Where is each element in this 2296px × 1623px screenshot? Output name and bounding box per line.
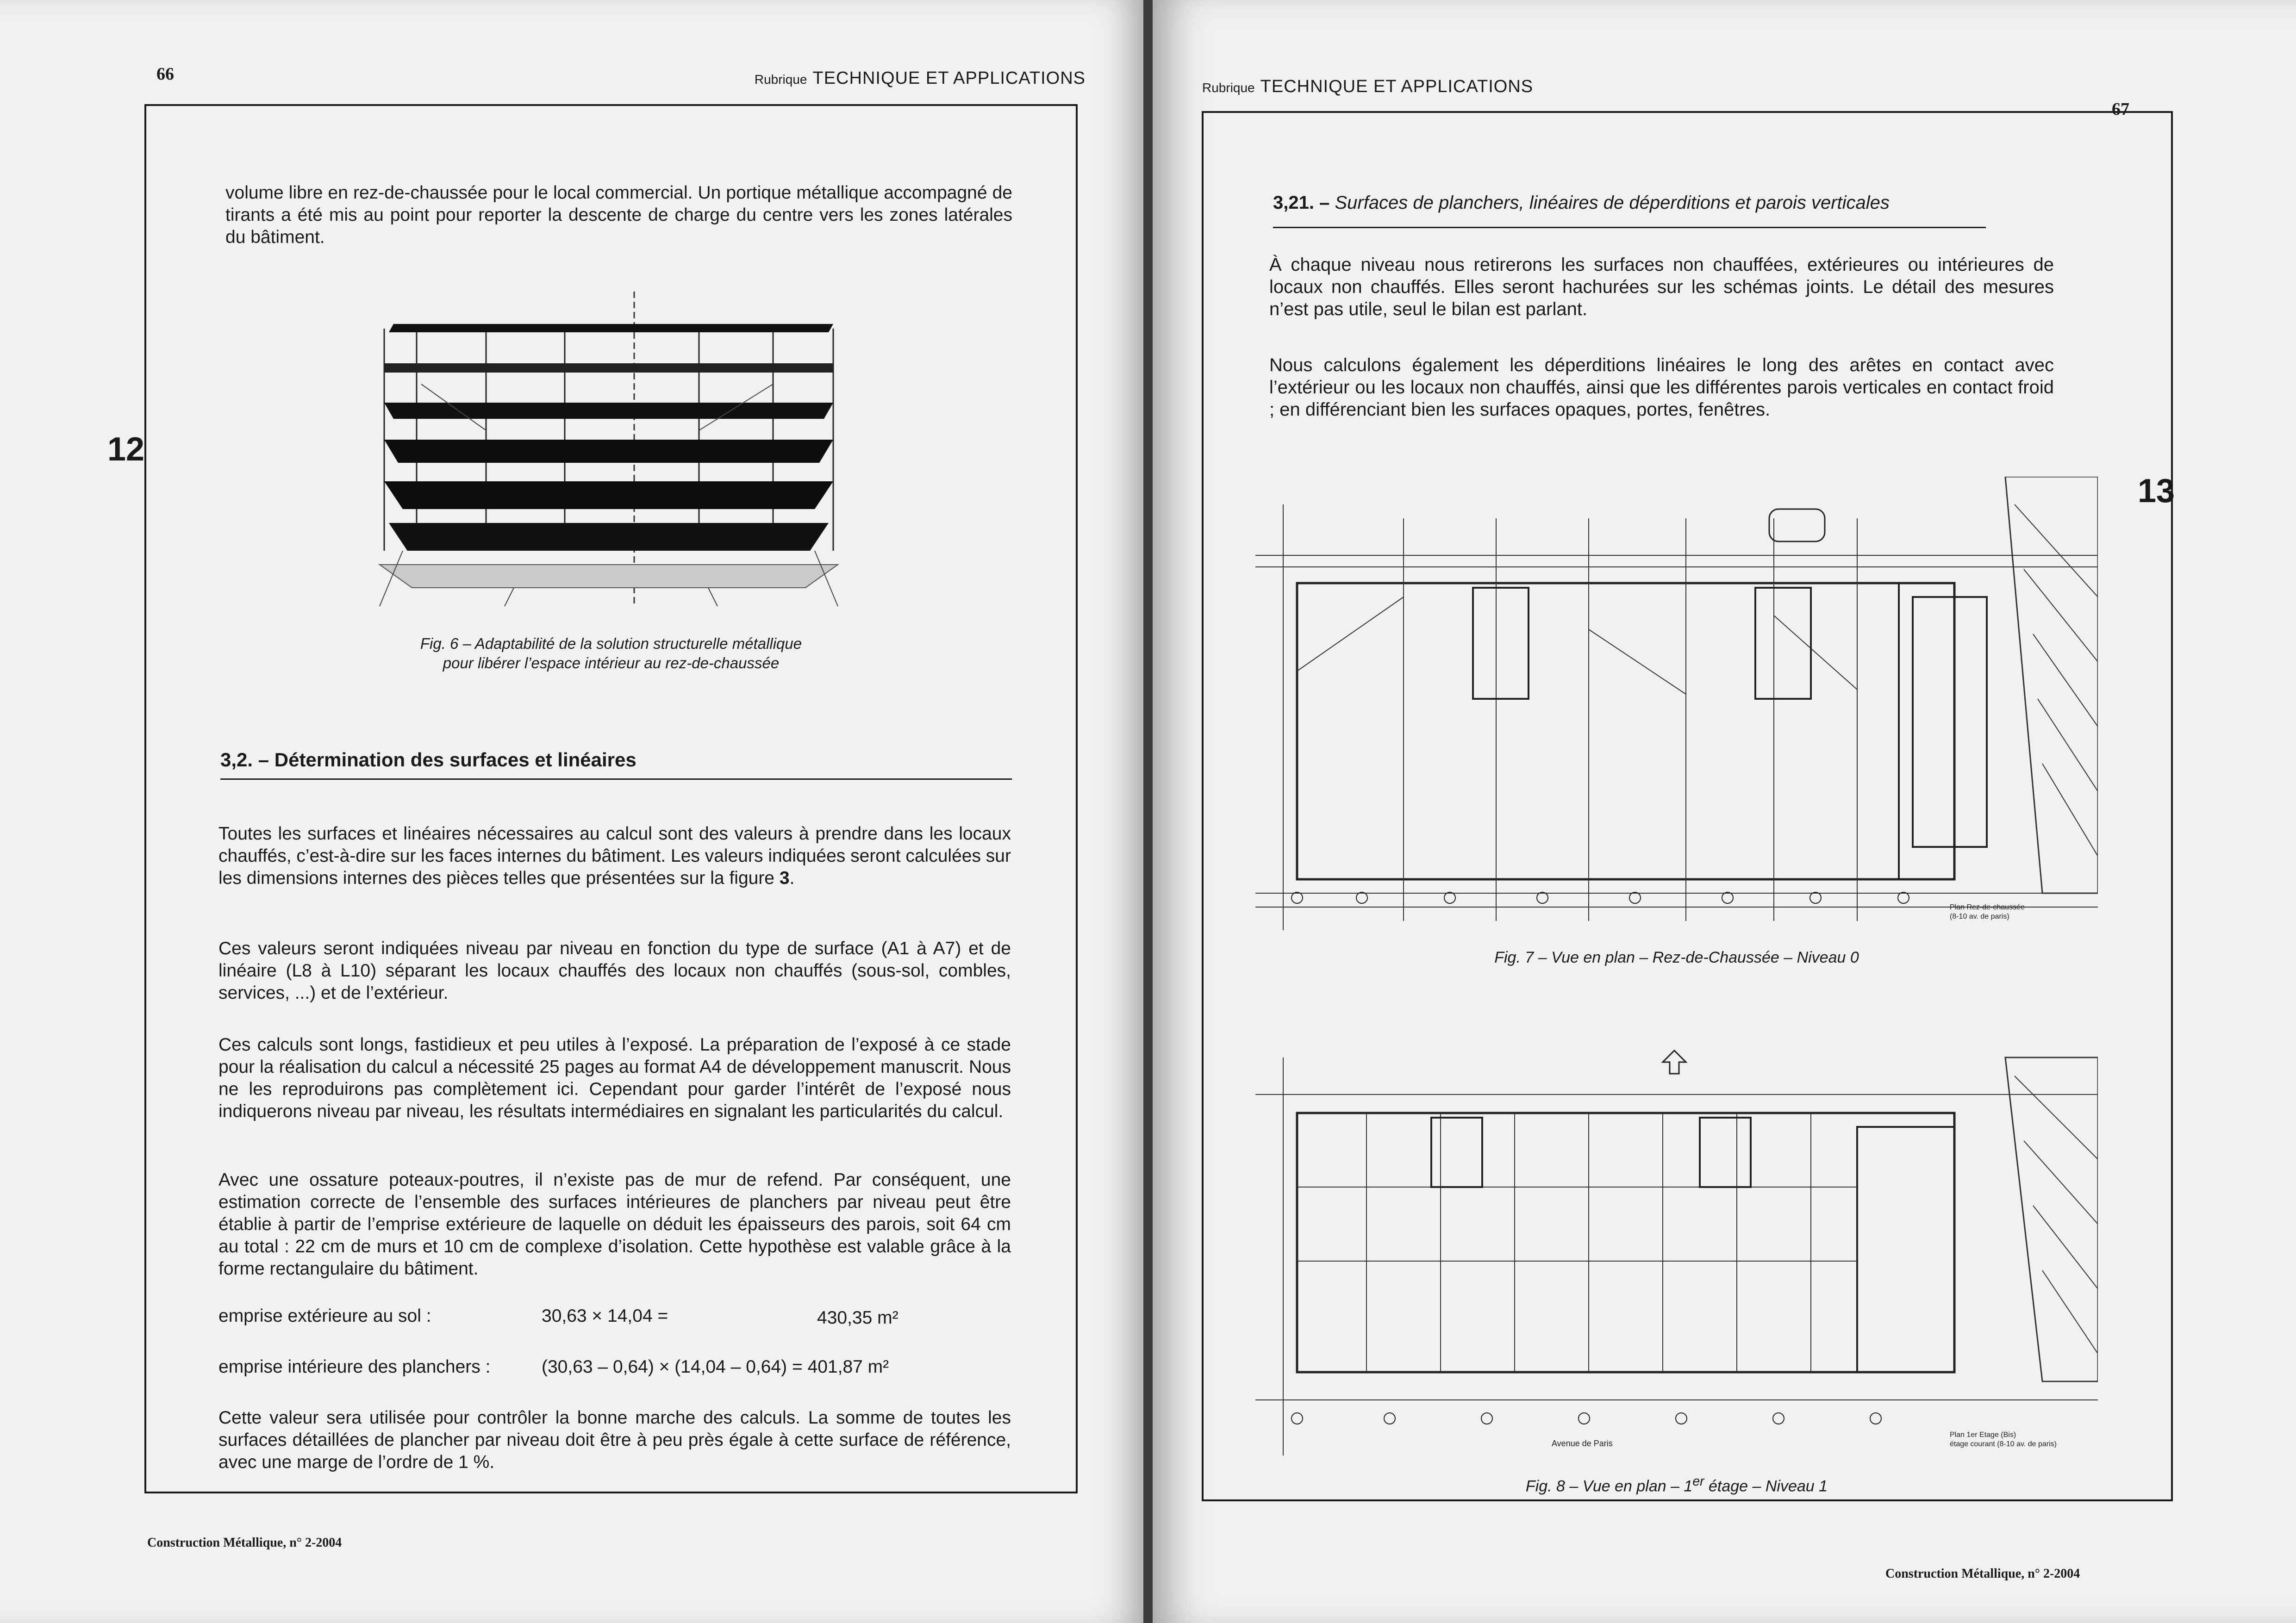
section-title: 3,2. – Détermination des surfaces et linéaires (220, 749, 636, 771)
fig8-caption-sup: er (1692, 1474, 1704, 1489)
fig8-floor-plan (1255, 1048, 2098, 1465)
fig6-structure-drawing (375, 292, 847, 606)
fig7-plan-label-2: (8-10 av. de paris) (1950, 913, 2009, 920)
paragraph-4: Avec une ossature poteaux-poutres, il n’existe pas de mur de refend. Par conséquent, une estimation correcte de l’ensemble des surfaces intérieures de planchers par niveau peut être établie à partir de l’emprise extérieure de laquelle on déduit les épaisseurs des parois, soit 64 cm au total : 22 cm de murs et 10 cm de complexe d’isolation. Cette hypothèse est valable grâce à la forme rectangulaire du bâtiment. (218, 1170, 1011, 1279)
paragraph-2: Ces valeurs seront indiquées niveau par niveau en fonction du type de surface (A1 à A7) et de linéaire (L8 à L10) séparant les locaux chauffés des locaux non chauffés (sous-sol, combles, services, ...) et de l’extérieur. (218, 939, 1011, 1003)
formula-2-label: emprise intérieure des planchers : (218, 1357, 491, 1377)
fig7-plan-label-1: Plan Rez-de-chaussée (1950, 903, 2025, 911)
rubric-header (755, 68, 1086, 88)
formula-1-label: emprise extérieure au sol : (218, 1306, 431, 1326)
side-tab: 12 (107, 431, 145, 468)
rubric-label: Rubrique (1202, 81, 1255, 95)
paragraph-1-text: Toutes les surfaces et linéaires nécessaires au calcul sont des valeurs à prendre dans les locaux chauffés, c’est-à-dire sur les faces internes du bâtiment. Les valeurs indiquées seront calculées sur les dimensions internes des pièces telles que présentées sur la figure (218, 824, 1011, 888)
footer: Construction Métallique, n° 2-2004 (147, 1536, 342, 1550)
formula-1-expression: 30,63 × 14,04 = (542, 1306, 668, 1326)
paragraph-3: Ces calculs sont longs, fastidieux et peu utiles à l’exposé. La préparation de l’exposé à ce stade pour la réalisation du calcul a nécessité 25 pages au format A4 de développement manuscrit. Nous ne les reproduirons pas complètement ici. Cependant pour garder l’intérêt de l’exposé nous indiquerons niveau par niveau, les résultats intermédiaires en signalant les particularités du calcul. (218, 1035, 1011, 1121)
intro-paragraph: volume libre en rez-de-chaussée pour le local commercial. Un portique métallique accompagné de tirants a été mis au point pour reporter la descente de charge du centre vers les zones latérales du bâtiment. (225, 183, 1012, 247)
formula-2-expression: (30,63 – 0,64) × (14,04 – 0,64) = 401,87 m² (542, 1357, 889, 1377)
rubric-label: Rubrique (754, 72, 807, 87)
fig6-caption (375, 634, 847, 673)
section-rule (1273, 227, 1986, 228)
fig7-floor-plan (1255, 477, 2098, 930)
paragraph-2: Nous calculons également les déperditions linéaires le long des arêtes en contact avec l’extérieur ou les locaux non chauffés, ainsi que les différentes parois verticales en contact froid ; en différenciant bien les surfaces opaques, portes, fenêtres. (1269, 355, 2054, 420)
paragraph-1: À chaque niveau nous retirerons les surfaces non chauffées, extérieures ou intérieures de locaux non chauffés. Elles seront hachurées sur les schémas joints. Le détail des mesures n’est pas utile, seul le bilan est parlant. (1269, 255, 2054, 319)
section-heading (1273, 193, 1890, 213)
rubric-header (1202, 77, 1533, 97)
right-page (1153, 0, 2296, 1623)
section-title: Surfaces de planchers, linéaires de déperditions et parois verticales (1335, 193, 1890, 213)
page-number: 66 (156, 64, 174, 84)
left-page (0, 0, 1143, 1623)
footer: Construction Métallique, n° 2-2004 (1885, 1567, 2080, 1581)
fig6-caption-line1: Fig. 6 – Adaptabilité de la solution structurelle métallique (420, 635, 802, 652)
rubric-title: TECHNIQUE ET APPLICATIONS (1260, 77, 1534, 96)
fig8-plan-label-1: Plan 1er Etage (Bis) (1950, 1431, 2016, 1439)
page-number: 67 (2112, 99, 2129, 119)
section-number: 3,21. – (1273, 193, 1330, 213)
fig7-caption: Fig. 7 – Vue en plan – Rez-de-Chaussée – Niveau 0 (1494, 949, 1859, 966)
fig8-caption (1255, 1472, 2098, 1496)
paragraph-1 (218, 823, 1011, 889)
figure-reference: 3 (779, 868, 790, 888)
fig6-caption-line2: pour libérer l’espace intérieur au rez-de-chaussée (443, 654, 780, 672)
section-rule (220, 778, 1012, 780)
paragraph-5: Cette valeur sera utilisée pour contrôler la bonne marche des calculs. La somme de toutes les surfaces détaillées de plancher par niveau doit être à peu près égale à cette surface de référence, avec une marge de l’ordre de 1 %. (218, 1408, 1011, 1472)
fig8-plan-label-2: étage courant (8-10 av. de paris) (1950, 1440, 2057, 1448)
fig8-caption-pre: Fig. 8 – Vue en plan – 1 (1525, 1477, 1693, 1495)
rubric-title: TECHNIQUE ET APPLICATIONS (812, 68, 1086, 88)
fig8-caption-post: étage – Niveau 1 (1704, 1477, 1828, 1495)
fig8-street-label: Avenue de Paris (1552, 1439, 1613, 1448)
formula-1-result: 430,35 m² (817, 1308, 898, 1328)
paragraph-1-end: . (789, 868, 795, 888)
side-tab: 13 (2138, 473, 2175, 510)
